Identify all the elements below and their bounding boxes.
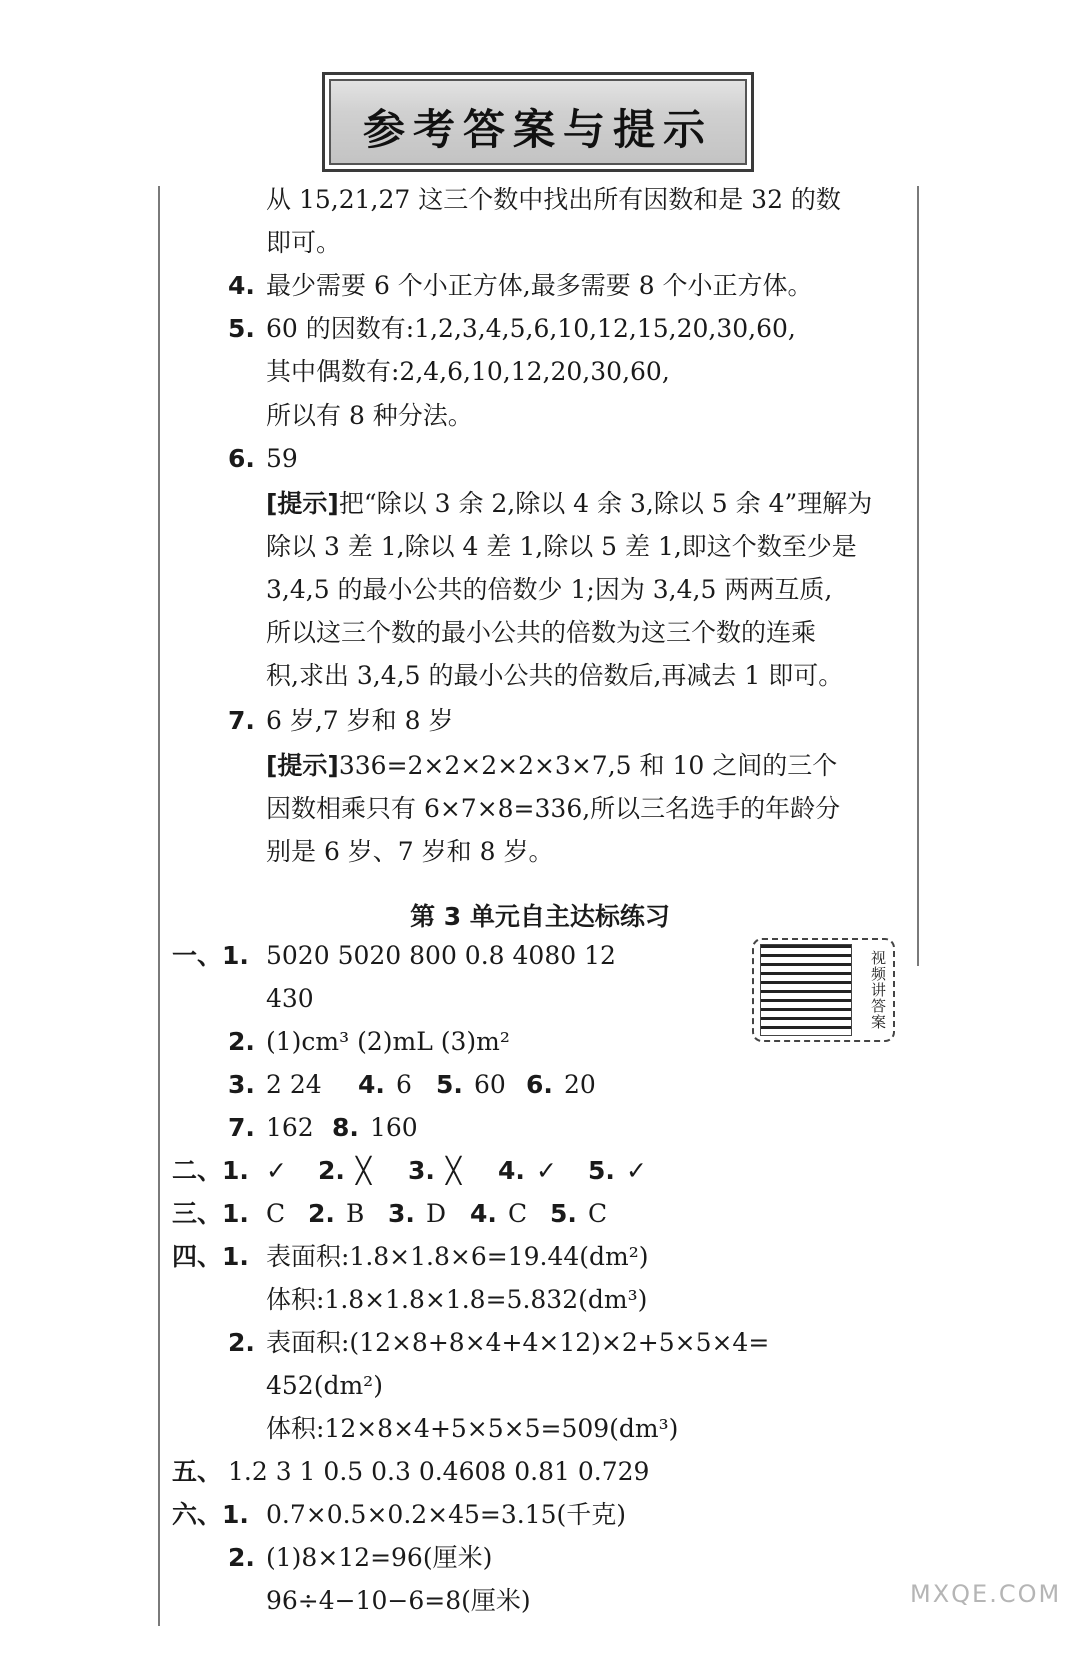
answer-line: 5020 5020 800 0.8 4080 12 xyxy=(266,941,616,970)
qr-label: 视频讲答案 xyxy=(869,950,887,1030)
answer-value: 60 xyxy=(474,1070,506,1099)
hint-line: 积,求出 3,4,5 的最小公共的倍数后,再减去 1 即可。 xyxy=(266,661,844,690)
hint-label: [提示] xyxy=(266,751,339,780)
section-prefix: 二、1. xyxy=(172,1156,249,1185)
question-number: 7. xyxy=(228,706,255,735)
header-banner xyxy=(322,72,754,172)
watermark: MXQE.COM xyxy=(910,1580,1062,1608)
question-number: 8. xyxy=(332,1113,359,1142)
answer-line: 表面积:(12×8+8×4+4×12)×2+5×5×4= xyxy=(266,1328,770,1357)
question-number: 2. xyxy=(228,1027,255,1056)
answer-line: 6 岁,7 岁和 8 岁 xyxy=(266,706,454,735)
answer-line: 452(dm²) xyxy=(266,1371,383,1400)
page-title: 参考答案与提示 xyxy=(362,105,713,154)
question-number: 2. xyxy=(228,1328,255,1357)
answer-value: C xyxy=(266,1199,286,1228)
hint-line: 3,4,5 的最小公共的倍数少 1;因为 3,4,5 两两互质, xyxy=(266,575,833,604)
section-title: 第 3 单元自主达标练习 xyxy=(410,902,670,931)
answer-line: 所以有 8 种分法。 xyxy=(266,401,473,430)
right-margin-rule xyxy=(917,186,919,966)
question-number: 4. xyxy=(470,1199,497,1228)
question-number: 5. xyxy=(436,1070,463,1099)
hint-line xyxy=(266,750,837,782)
question-number: 3. xyxy=(408,1156,435,1185)
answer-value: B xyxy=(346,1199,365,1228)
answer-line: 1.2 3 1 0.5 0.3 0.4608 0.81 0.729 xyxy=(228,1457,650,1486)
answer-line: 59 xyxy=(266,444,298,473)
answer-value: C xyxy=(508,1199,528,1228)
question-number: 6. xyxy=(526,1070,553,1099)
hint-text: 把“除以 3 余 2,除以 4 余 3,除以 5 余 4”理解为 xyxy=(338,489,873,518)
question-number: 2. xyxy=(318,1156,345,1185)
answer-line: 体积:12×8×4+5×5×5=509(dm³) xyxy=(266,1414,679,1443)
answer-line: (1)cm³ (2)mL (3)m² xyxy=(266,1027,510,1056)
hint-line: 所以这三个数的最小公共的倍数为这三个数的连乘 xyxy=(266,618,817,647)
hint-line: 别是 6 岁、7 岁和 8 岁。 xyxy=(266,837,554,866)
answer-value: D xyxy=(426,1199,447,1228)
hint-line: 除以 3 差 1,除以 4 差 1,除以 5 差 1,即这个数至少是 xyxy=(266,532,857,561)
section-prefix: 三、1. xyxy=(172,1199,249,1228)
question-number: 4. xyxy=(358,1070,385,1099)
check-mark: ✓ xyxy=(626,1156,647,1185)
hint-label: [提示] xyxy=(266,489,339,518)
hint-line xyxy=(266,488,872,520)
hint-text: 336=2×2×2×2×3×7,5 和 10 之间的三个 xyxy=(338,751,838,780)
answer-line: 表面积:1.8×1.8×6=19.44(dm²) xyxy=(266,1242,649,1271)
answer-line: 即可。 xyxy=(266,228,342,257)
answer-line: 从 15,21,27 这三个数中找出所有因数和是 32 的数 xyxy=(266,185,841,214)
question-number: 5. xyxy=(588,1156,615,1185)
section-prefix: 四、1. xyxy=(172,1242,249,1271)
question-number: 4. xyxy=(498,1156,525,1185)
answer-value: 2 24 xyxy=(266,1070,322,1099)
section-prefix: 六、1. xyxy=(172,1500,249,1529)
hint-line: 因数相乘只有 6×7×8=336,所以三名选手的年龄分 xyxy=(266,794,841,823)
question-number: 5. xyxy=(228,314,255,343)
question-number: 6. xyxy=(228,444,255,473)
answer-line: 60 的因数有:1,2,3,4,5,6,10,12,15,20,30,60, xyxy=(266,314,796,343)
answer-value: C xyxy=(588,1199,608,1228)
check-mark: ✓ xyxy=(266,1156,287,1185)
qr-code-icon[interactable] xyxy=(760,944,852,1036)
section-prefix: 一、1. xyxy=(172,941,249,970)
answer-line: (1)8×12=96(厘米) xyxy=(266,1543,493,1572)
answer-value: 20 xyxy=(564,1070,596,1099)
cross-mark: ╳ xyxy=(446,1156,462,1185)
answer-line: 体积:1.8×1.8×1.8=5.832(dm³) xyxy=(266,1285,648,1314)
answer-line: 430 xyxy=(266,984,314,1013)
answer-line: 0.7×0.5×0.2×45=3.15(千克) xyxy=(266,1500,627,1529)
section-prefix: 五、 xyxy=(172,1457,223,1486)
answer-value: 6 xyxy=(396,1070,412,1099)
question-number: 7. xyxy=(228,1113,255,1142)
answer-value: 160 xyxy=(370,1113,418,1142)
question-number: 5. xyxy=(550,1199,577,1228)
question-number: 2. xyxy=(228,1543,255,1572)
cross-mark: ╳ xyxy=(356,1156,372,1185)
answer-value: 162 xyxy=(266,1113,314,1142)
question-number: 2. xyxy=(308,1199,335,1228)
question-number: 4. xyxy=(228,271,255,300)
answer-line: 最少需要 6 个小正方体,最多需要 8 个小正方体。 xyxy=(266,271,813,300)
answer-line: 其中偶数有:2,4,6,10,12,20,30,60, xyxy=(266,357,670,386)
check-mark: ✓ xyxy=(536,1156,557,1185)
question-number: 3. xyxy=(388,1199,415,1228)
question-number: 3. xyxy=(228,1070,255,1099)
answer-line: 96÷4−10−6=8(厘米) xyxy=(266,1586,531,1615)
